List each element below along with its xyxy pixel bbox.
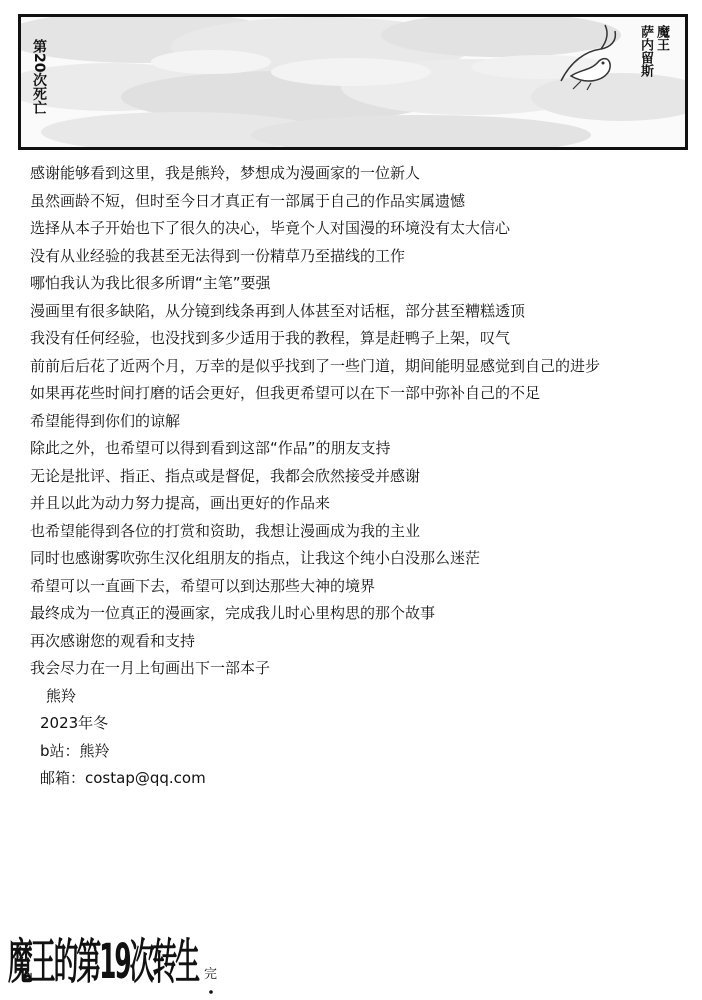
- series-logo: [4, 900, 244, 1000]
- logo-text: 魔王的第19次转生: [8, 934, 200, 990]
- afterword-text: [30, 160, 690, 793]
- end-dot-icon: [209, 990, 213, 994]
- afterword-line: 我没有任何经验，也没找到多少适用于我的教程，算是赶鸭子上架，叹气: [30, 329, 511, 347]
- afterword-line: 前前后后花了近两个月，万幸的是似乎找到了一些门道，期间能明显感觉到自己的进步: [30, 356, 601, 375]
- afterword-line: 没有从业经验的我甚至无法得到一份精草乃至描线的工作: [30, 246, 406, 265]
- afterword-line: 选择从本子开始也下了很久的决心，毕竟个人对国漫的环境没有太大信心: [30, 219, 511, 237]
- header-panel: [18, 14, 688, 150]
- logo-graphic: [4, 900, 244, 996]
- signature-email: 邮箱：costap@qq.com: [40, 769, 206, 787]
- series-title: 魔王 萨内留斯: [638, 25, 669, 77]
- afterword-line: 哪怕我认为我比很多所谓“主笔”要强: [30, 274, 271, 292]
- afterword-line: 最终成为一位真正的漫画家，完成我儿时心里构思的那个故事: [30, 604, 436, 622]
- afterword-line: 再次感谢您的观看和支持: [30, 631, 196, 650]
- afterword-line: 也希望能得到各位的打赏和资助，我想让漫画成为我的主业: [30, 521, 421, 540]
- afterword-line: 虽然画龄不短，但时至今日才真正有一部属于自己的作品实属遗憾: [30, 191, 466, 210]
- afterword-line: 希望可以一直画下去，希望可以到达那些大神的境界: [30, 576, 376, 595]
- rabbit-sketch-icon: [551, 21, 631, 91]
- afterword-line: 同时也感谢雾吹弥生汉化组朋友的指点，让我这个纯小白没那么迷茫: [30, 549, 481, 567]
- afterword-line: 除此之外，也希望可以得到看到这部“作品”的朋友支持: [30, 439, 391, 457]
- afterword-line: 并且以此为动力努力提高，画出更好的作品来: [30, 494, 331, 512]
- signature-date: 2023年冬: [40, 714, 109, 732]
- afterword-line: 感谢能够看到这里，我是熊羚，梦想成为漫画家的一位新人: [30, 164, 421, 182]
- afterword-line: 我会尽力在一月上旬画出下一部本子: [30, 659, 271, 677]
- afterword-line: 希望能得到你们的谅解: [30, 411, 181, 430]
- signature-author: 熊羚: [46, 686, 77, 705]
- afterword-line: 如果再花些时间打磨的话会更好，但我更希望可以在下一部中弥补自己的不足: [30, 384, 541, 402]
- chapter-label: 第20次死亡: [31, 39, 47, 115]
- afterword-line: 无论是批评、指正、指点或是督促，我都会欣然接受并感谢: [30, 466, 421, 485]
- end-mark: 完: [204, 967, 218, 982]
- signature-bilibili: b站：熊羚: [40, 741, 110, 760]
- afterword-line: 漫画里有很多缺陷，从分镜到线条再到人体甚至对话框，部分甚至糟糕透顶: [30, 301, 526, 320]
